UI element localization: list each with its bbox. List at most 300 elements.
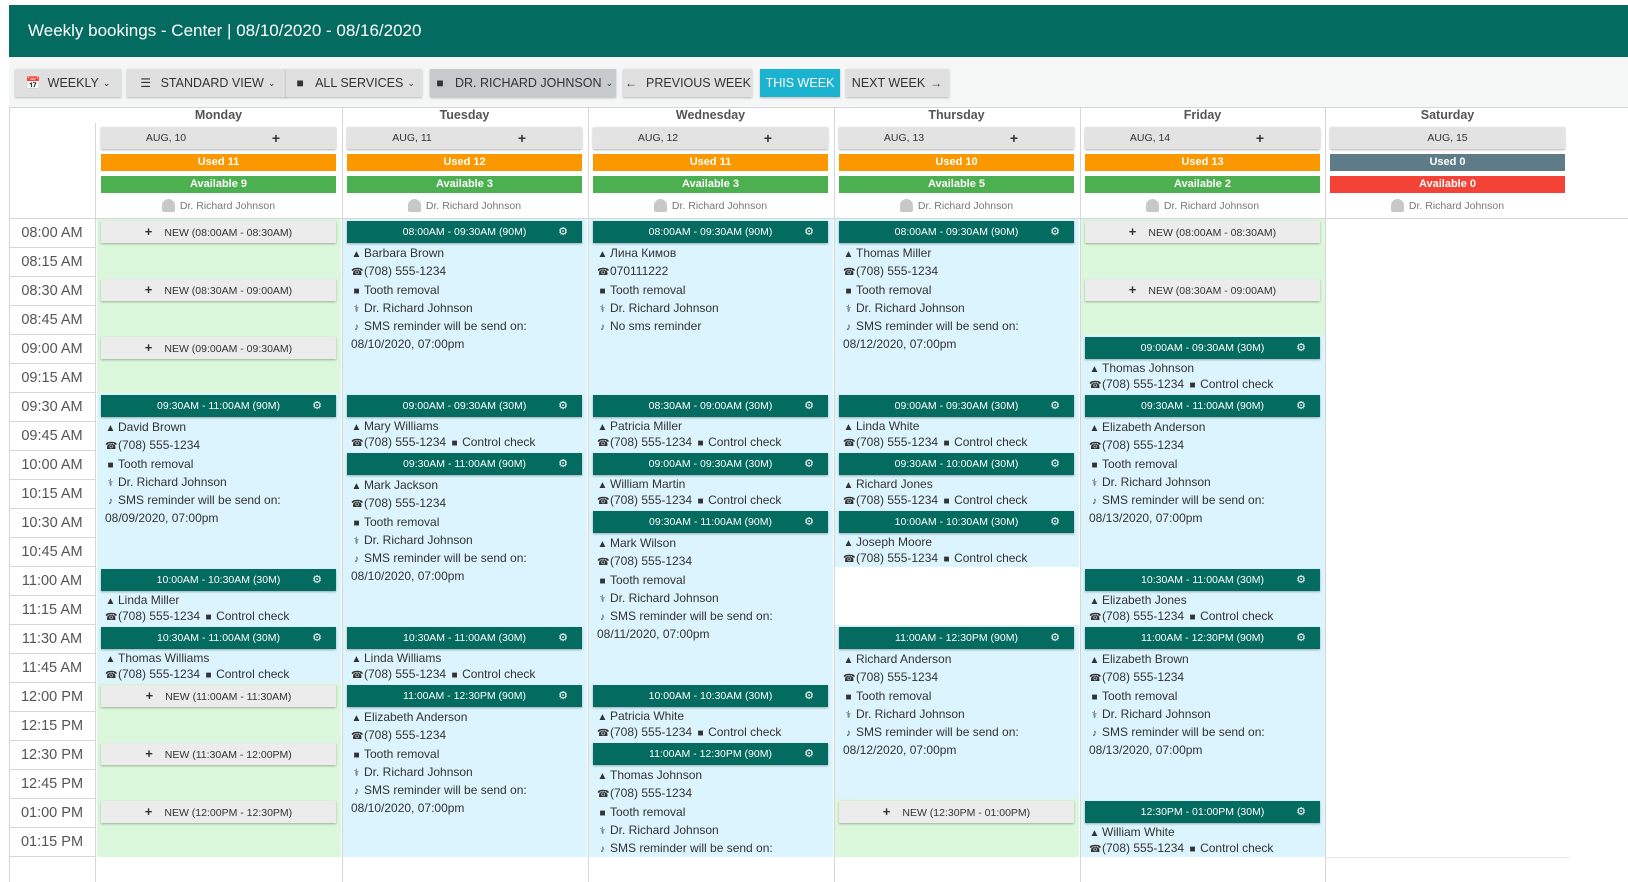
appointment-text: Dr. Richard Johnson <box>610 300 719 315</box>
appointment-line <box>597 245 828 263</box>
grid-line <box>9 450 95 451</box>
time-label: 11:45 AM <box>21 660 83 676</box>
appointment-header[interactable] <box>347 453 582 475</box>
book-icon: ■ <box>1189 380 1196 391</box>
appointment-line <box>843 336 1074 352</box>
appointment-line <box>351 667 582 683</box>
appointment-text: Control check <box>462 667 536 681</box>
bell-icon: ♪ <box>354 322 359 334</box>
doctor-icon: ⚕ <box>353 767 360 779</box>
appointment-text: Dr. Richard Johnson <box>856 300 965 315</box>
new-booking-button[interactable] <box>1085 221 1320 243</box>
appointment-line <box>597 493 828 509</box>
gear-icon[interactable]: ⚙ <box>804 458 814 470</box>
appointment-text: SMS reminder will be send on: <box>364 551 527 566</box>
appointment-header[interactable] <box>347 627 582 649</box>
grid-line <box>1325 107 1326 882</box>
appointment-text: (708) 555-1234 <box>610 435 693 449</box>
appointment-text: 08/09/2020, 07:00pm <box>105 511 219 526</box>
appointment-text: (708) 555-1234 <box>1102 841 1185 855</box>
appointment-line <box>597 822 828 840</box>
grid-line <box>9 537 95 538</box>
time-label: 08:30 AM <box>21 283 83 299</box>
doctor-icon: ⚕ <box>107 477 114 489</box>
user-icon: ▲ <box>351 654 362 665</box>
appointment-line <box>843 419 1074 435</box>
appointment-text: Control check <box>462 435 536 449</box>
date-button[interactable] <box>347 127 582 149</box>
next-week-button[interactable] <box>846 69 949 97</box>
chevron-down-icon: ⌄ <box>267 78 276 88</box>
appointment-text: Mary Williams <box>364 419 439 433</box>
chevron-down-icon: ⌄ <box>407 78 415 88</box>
phone-icon: ☎ <box>351 499 364 511</box>
appointment-header[interactable] <box>593 221 828 243</box>
grid-line <box>1080 107 1081 882</box>
gear-icon[interactable]: ⚙ <box>558 458 568 470</box>
standard-view-button[interactable] <box>127 69 287 97</box>
appointment-line <box>597 300 828 318</box>
appointment-line <box>1089 361 1320 377</box>
gear-icon[interactable]: ⚙ <box>312 400 322 412</box>
appointment-text: Elizabeth Anderson <box>1102 420 1206 434</box>
used-badge: Used 12 <box>347 154 582 171</box>
date-button[interactable] <box>1330 127 1565 149</box>
gear-icon[interactable]: ⚙ <box>1050 458 1060 470</box>
appointment-text: (708) 555-1234 <box>610 493 693 507</box>
appointment-header[interactable] <box>593 685 828 707</box>
appointment-text: SMS reminder will be send on: <box>856 319 1019 334</box>
appointment-line <box>597 318 828 336</box>
time-label: 11:30 AM <box>21 631 83 647</box>
appointment-text: SMS reminder will be send on: <box>1102 725 1265 740</box>
appointment-text: (708) 555-1234 <box>364 496 447 511</box>
phone-icon: ☎ <box>1089 441 1102 453</box>
gear-icon[interactable]: ⚙ <box>804 748 814 760</box>
time-label: 09:15 AM <box>21 370 83 386</box>
date-label: AUG, 14 <box>1129 132 1171 144</box>
appointment-details <box>1089 593 1320 625</box>
book-icon: ■ <box>451 438 458 449</box>
slot-cell <box>97 306 341 335</box>
appointment-text: Dr. Richard Johnson <box>856 706 965 721</box>
appointment-text: 08/12/2020, 07:00pm <box>843 337 957 352</box>
appointment-header[interactable] <box>839 221 1074 243</box>
add-icon[interactable]: + <box>763 130 772 146</box>
new-booking-button[interactable] <box>1085 279 1320 301</box>
slot-cell <box>1326 509 1570 539</box>
appointment-text: Richard Jones <box>856 477 933 491</box>
appointment-text: (708) 555-1234 <box>1102 377 1185 391</box>
book-icon: ■ <box>353 285 360 297</box>
new-booking-button[interactable] <box>101 337 336 359</box>
appointment-header[interactable] <box>101 569 336 591</box>
appointment-line <box>597 608 828 626</box>
appointment-line <box>597 419 828 435</box>
appointment-time: 10:00AM - 10:30AM (30M) <box>648 690 773 702</box>
book-icon: ■ <box>599 575 606 587</box>
appointment-header[interactable] <box>839 511 1074 533</box>
gear-icon[interactable]: ⚙ <box>1296 400 1306 412</box>
avatar-icon <box>1391 199 1404 212</box>
doctor-label <box>1325 197 1570 215</box>
gear-icon[interactable]: ⚙ <box>804 226 814 238</box>
grid-line <box>9 827 95 828</box>
appointment-time: 09:30AM - 11:00AM (90M) <box>157 400 280 412</box>
this-week-button[interactable] <box>760 69 840 97</box>
date-button[interactable] <box>101 127 336 149</box>
appointment-time: 10:30AM - 11:00AM (30M) <box>157 632 280 644</box>
appointment-text: (708) 555-1234 <box>856 435 939 449</box>
user-icon: ▲ <box>105 423 116 434</box>
appointment-text: SMS reminder will be send on: <box>610 841 773 856</box>
appointment-line <box>351 300 582 318</box>
new-booking-button[interactable] <box>101 801 336 823</box>
appointment-line <box>843 551 1074 567</box>
slot-cell <box>1326 683 1570 713</box>
add-icon[interactable]: + <box>271 130 280 146</box>
slot-cell <box>1081 306 1325 335</box>
appointment-line <box>351 764 582 782</box>
gear-icon[interactable]: ⚙ <box>558 632 568 644</box>
appointment-line <box>351 245 582 263</box>
appointment-text: Control check <box>216 667 290 681</box>
new-booking-button[interactable] <box>101 743 336 765</box>
appointment-line <box>105 667 336 683</box>
appointment-line <box>597 840 828 858</box>
date-button[interactable] <box>593 127 828 149</box>
appointment-time: 09:00AM - 09:30AM (30M) <box>648 458 773 470</box>
appointment-text: (708) 555-1234 <box>118 667 201 681</box>
appointment-details <box>843 651 1074 759</box>
slot-cell <box>835 567 1079 597</box>
grid-line <box>9 305 95 306</box>
appointment-text: David Brown <box>118 420 187 434</box>
user-icon: ▲ <box>105 654 116 665</box>
appointment-line <box>1089 609 1320 625</box>
plus-icon: + <box>144 804 153 819</box>
time-label: 01:15 PM <box>20 834 84 850</box>
appointment-header[interactable] <box>593 395 828 417</box>
grid-line <box>9 218 1628 219</box>
bell-icon: ♪ <box>600 322 605 334</box>
gear-icon[interactable]: ⚙ <box>1050 632 1060 644</box>
phone-icon: ☎ <box>843 267 856 279</box>
slot-cell <box>343 364 587 393</box>
book-icon: ■ <box>296 76 304 90</box>
appointment-details <box>1089 651 1320 759</box>
appointment-text: Control check <box>1200 841 1274 855</box>
appointment-header[interactable] <box>593 743 828 765</box>
appointment-header[interactable] <box>101 395 336 417</box>
appointment-text: 08/10/2020, 07:00pm <box>351 337 465 352</box>
appointment-text: Dr. Richard Johnson <box>1102 474 1211 489</box>
standard-view-label: STANDARD VIEW <box>160 76 264 90</box>
weekly-calendar <box>9 107 1628 882</box>
appointment-text: (708) 555-1234 <box>856 551 939 565</box>
appointment-header[interactable] <box>839 627 1074 649</box>
slot-cell <box>1326 828 1570 858</box>
book-icon: ■ <box>205 612 212 623</box>
grid-line <box>9 798 95 799</box>
appointment-text: SMS reminder will be send on: <box>1102 493 1265 508</box>
gear-icon[interactable]: ⚙ <box>1296 574 1306 586</box>
slot-cell <box>1326 596 1570 626</box>
appointment-line <box>843 669 1074 687</box>
new-booking-button[interactable] <box>101 279 336 301</box>
grid-line <box>9 107 10 882</box>
available-badge: Available 2 <box>1085 176 1320 193</box>
slot-cell <box>1326 799 1570 829</box>
appointment-text: Richard Anderson <box>856 652 952 666</box>
slot-cell <box>97 828 341 857</box>
appointment-header[interactable] <box>839 453 1074 475</box>
appointment-line <box>1089 377 1320 393</box>
appointment-text: SMS reminder will be send on: <box>364 783 527 798</box>
doctor-icon: ⚕ <box>1091 477 1098 489</box>
add-icon[interactable]: + <box>1009 130 1018 146</box>
appointment-line <box>843 263 1074 281</box>
appointment-header[interactable] <box>839 395 1074 417</box>
appointment-text: Control check <box>954 493 1028 507</box>
slot-cell <box>1326 248 1570 278</box>
doctor-icon: ⚕ <box>599 593 606 605</box>
appointment-line <box>597 785 828 803</box>
appointment-line <box>597 282 828 300</box>
user-icon: ▲ <box>1089 655 1100 666</box>
appointment-line <box>843 318 1074 336</box>
time-label: 09:30 AM <box>21 399 83 415</box>
time-label: 10:00 AM <box>21 457 83 473</box>
appointment-line <box>351 282 582 300</box>
appointment-text: Tooth removal <box>364 746 440 761</box>
book-icon: ■ <box>353 517 360 529</box>
appointment-text: SMS reminder will be send on: <box>610 609 773 624</box>
appointment-line <box>597 725 828 741</box>
appointment-line <box>843 742 1074 758</box>
appointment-details <box>1089 419 1320 527</box>
new-booking-button[interactable] <box>101 685 336 707</box>
appointment-time: 09:30AM - 11:00AM (90M) <box>403 458 526 470</box>
appointment-header[interactable] <box>1085 627 1320 649</box>
appointment-line <box>105 456 336 474</box>
doctor-filter-button[interactable] <box>430 69 616 97</box>
appointment-line <box>843 535 1074 551</box>
gear-icon[interactable]: ⚙ <box>312 632 322 644</box>
grid-line <box>9 276 95 277</box>
appointment-text: Thomas Johnson <box>610 768 703 782</box>
appointment-line <box>1089 706 1320 724</box>
appointment-time: 09:30AM - 10:00AM (30M) <box>894 458 1019 470</box>
grid-line <box>9 334 95 335</box>
doctor-label <box>834 197 1079 215</box>
previous-week-button[interactable] <box>623 69 752 97</box>
appointment-text: (708) 555-1234 <box>118 609 201 623</box>
appointment-line <box>843 651 1074 669</box>
appointment-line <box>843 435 1074 451</box>
appointment-header[interactable] <box>347 221 582 243</box>
appointment-header[interactable] <box>347 395 582 417</box>
user-icon: ▲ <box>1089 596 1100 607</box>
slot-cell <box>1326 219 1570 249</box>
time-label: 01:00 PM <box>20 805 84 821</box>
all-services-label: ALL SERVICES <box>315 76 404 90</box>
plus-icon: + <box>1128 282 1137 297</box>
date-button[interactable] <box>839 127 1074 149</box>
available-badge: Available 3 <box>347 176 582 193</box>
appointment-time: 09:30AM - 11:00AM (90M) <box>1141 400 1264 412</box>
appointment-line <box>1089 492 1320 510</box>
new-booking-label: NEW (11:30AM - 12:00PM) <box>164 749 292 761</box>
new-booking-label: NEW (11:00AM - 11:30AM) <box>165 691 292 703</box>
book-icon: ■ <box>107 459 114 471</box>
gear-icon[interactable]: ⚙ <box>558 226 568 238</box>
appointment-line <box>597 709 828 725</box>
gear-icon[interactable]: ⚙ <box>804 690 814 702</box>
phone-icon: ☎ <box>351 731 364 743</box>
appointment-header[interactable] <box>347 685 582 707</box>
appointment-line <box>597 572 828 590</box>
gear-icon[interactable]: ⚙ <box>558 690 568 702</box>
appointment-time: 10:30AM - 11:00AM (30M) <box>403 632 526 644</box>
phone-icon: ☎ <box>843 673 856 685</box>
avatar-icon <box>654 199 667 212</box>
appointment-header[interactable] <box>1085 395 1320 417</box>
used-badge: Used 13 <box>1085 154 1320 171</box>
appointment-line <box>843 477 1074 493</box>
appointment-header[interactable] <box>101 627 336 649</box>
gear-icon[interactable]: ⚙ <box>804 516 814 528</box>
phone-icon: ☎ <box>843 496 856 507</box>
appointment-time: 11:00AM - 12:30PM (90M) <box>1141 632 1264 644</box>
appointment-text: Linda White <box>856 419 920 433</box>
appointment-text: (708) 555-1234 <box>856 493 939 507</box>
appointment-details <box>597 245 828 336</box>
appointment-text: Patricia Miller <box>610 419 683 433</box>
appointment-text: 08/11/2020, 07:00pm <box>597 627 710 642</box>
appointment-line <box>351 709 582 727</box>
book-icon: ■ <box>599 285 606 297</box>
appointment-text: Control check <box>954 435 1028 449</box>
gear-icon[interactable]: ⚙ <box>558 400 568 412</box>
add-icon[interactable]: + <box>1255 130 1264 146</box>
user-icon: ▲ <box>597 422 608 433</box>
date-button[interactable] <box>1085 127 1320 149</box>
phone-icon: ☎ <box>1089 673 1102 685</box>
new-booking-button[interactable] <box>839 801 1074 823</box>
appointment-text: (708) 555-1234 <box>1102 609 1185 623</box>
appointment-details <box>843 477 1074 509</box>
gear-icon[interactable]: ⚙ <box>312 574 322 586</box>
book-icon: ■ <box>599 807 606 819</box>
phone-icon: ☎ <box>843 554 856 565</box>
gear-icon[interactable]: ⚙ <box>1296 806 1306 818</box>
phone-icon: ☎ <box>597 789 610 801</box>
appointment-text: Control check <box>708 725 782 739</box>
grid-line <box>9 682 95 683</box>
appointment-details <box>597 419 828 451</box>
appointment-header[interactable] <box>1085 801 1320 823</box>
appointment-line <box>597 553 828 571</box>
appointment-text: Dr. Richard Johnson <box>364 764 473 779</box>
time-label: 12:30 PM <box>20 747 84 763</box>
appointment-text: (708) 555-1234 <box>610 786 693 801</box>
new-booking-button[interactable] <box>101 221 336 243</box>
appointment-text: Tooth removal <box>1102 688 1178 703</box>
appointment-line <box>105 492 336 510</box>
gear-icon[interactable]: ⚙ <box>804 400 814 412</box>
appointment-line <box>351 419 582 435</box>
appointment-header[interactable] <box>1085 337 1320 359</box>
appointment-details <box>597 535 828 643</box>
available-badge: Available 3 <box>593 176 828 193</box>
slot-cell <box>97 538 341 567</box>
book-icon: ■ <box>943 438 950 449</box>
book-icon: ■ <box>1091 691 1098 703</box>
plus-icon: + <box>144 224 153 239</box>
book-icon: ■ <box>845 691 852 703</box>
appointment-line <box>597 535 828 553</box>
appointment-line <box>597 477 828 493</box>
day-name-saturday: Saturday <box>1420 108 1475 122</box>
appointment-line <box>1089 688 1320 706</box>
appointment-time: 11:00AM - 12:30PM (90M) <box>895 632 1018 644</box>
new-booking-label: NEW (08:00AM - 08:30AM) <box>164 227 293 239</box>
user-icon: ▲ <box>597 712 608 723</box>
appointment-details <box>351 245 582 353</box>
add-icon[interactable]: + <box>517 130 526 146</box>
appointment-text: Tooth removal <box>118 456 194 471</box>
gear-icon[interactable]: ⚙ <box>1296 342 1306 354</box>
slot-cell <box>97 712 341 741</box>
appointment-line <box>1089 510 1320 526</box>
appointment-text: SMS reminder will be send on: <box>118 493 281 508</box>
book-icon: ■ <box>1189 612 1196 623</box>
appointment-line <box>597 590 828 608</box>
weekly-button[interactable] <box>15 69 121 97</box>
appointment-line <box>351 651 582 667</box>
appointment-text: Tooth removal <box>364 282 440 297</box>
gear-icon[interactable]: ⚙ <box>1296 632 1306 644</box>
appointment-text: Dr. Richard Johnson <box>610 822 719 837</box>
slot-cell <box>1326 422 1570 452</box>
grid-line <box>9 595 95 596</box>
gear-icon[interactable]: ⚙ <box>1050 400 1060 412</box>
gear-icon[interactable]: ⚙ <box>1050 516 1060 528</box>
appointment-text: No sms reminder <box>610 319 702 334</box>
appointment-header[interactable] <box>593 511 828 533</box>
appointment-text: 08/13/2020, 07:00pm <box>1089 743 1203 758</box>
book-icon: ■ <box>697 438 704 449</box>
appointment-header[interactable] <box>593 453 828 475</box>
gear-icon[interactable]: ⚙ <box>1050 226 1060 238</box>
appointment-header[interactable] <box>1085 569 1320 591</box>
appointment-line <box>105 437 336 455</box>
plus-icon: + <box>145 688 154 703</box>
slot-cell <box>835 770 1079 799</box>
arrow-left-icon: ← <box>625 76 638 90</box>
bell-icon: ♪ <box>354 554 359 566</box>
all-services-button[interactable] <box>286 69 422 97</box>
bell-icon: ♪ <box>846 322 851 334</box>
doctor-icon: ⚕ <box>599 825 606 837</box>
time-label: 12:00 PM <box>20 689 84 705</box>
appointment-text: Tooth removal <box>610 282 686 297</box>
appointment-line <box>597 767 828 785</box>
slot-cell <box>589 654 833 683</box>
appointment-text: 08/10/2020, 07:00pm <box>351 569 465 584</box>
doctor-icon: ⚕ <box>353 303 360 315</box>
